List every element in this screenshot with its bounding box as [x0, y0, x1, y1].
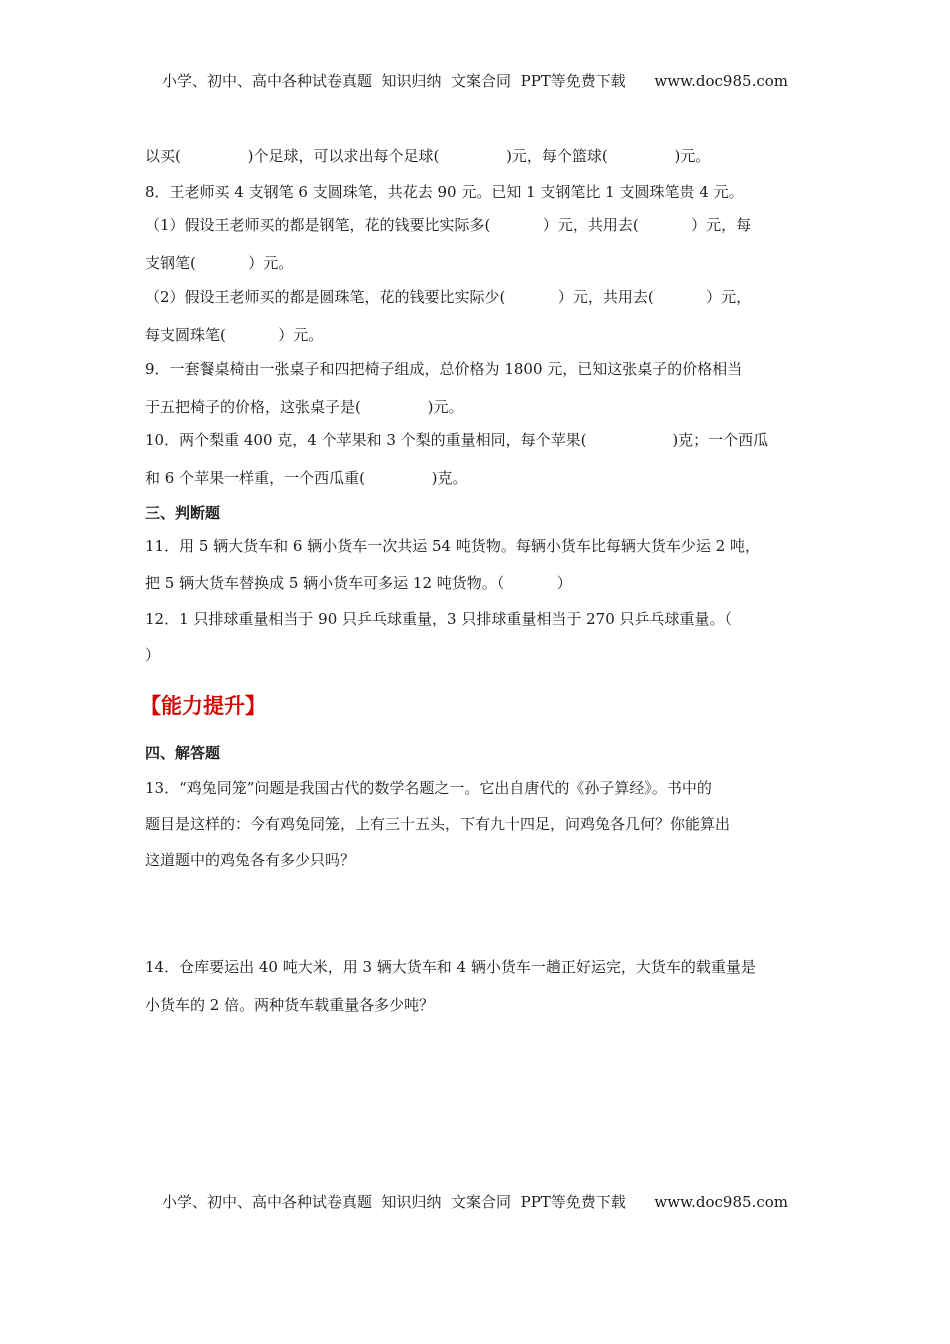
q8-stem: 8．王老师买 4 支钢笔 6 支圆珠笔，共花去 90 元。已知 1 支钢笔比 1 支圆珠笔贵 4 元。 [145, 183, 744, 201]
section-judgement-heading: 三、判断题 [145, 504, 221, 522]
q9-stem: 9．一套餐桌椅由一张桌子和四把椅子组成，总价格为 1800 元，已知这张桌子的价格相当 [145, 360, 743, 378]
q12-stem: 12．1 只排球重量相当于 90 只乒乓球重量，3 只排球重量相当于 270 只乒乓球重量。（ [145, 610, 733, 628]
q13-cont1: 题目是这样的：今有鸡兔同笼，上有三十五头，下有九十四足，问鸡兔各几何？你能算出 [145, 815, 731, 833]
q10-stem: 10．两个梨重 400 克，4 个苹果和 3 个梨的重量相同，每个苹果( )克；一个西瓜 [145, 431, 769, 449]
q11-cont: 把 5 辆大货车替换成 5 辆小货车可多运 12 吨货物。（ ） [145, 574, 572, 592]
section-answer-heading: 四、解答题 [145, 744, 221, 762]
q12-cont: ） [145, 646, 161, 664]
page-header: 小学、初中、高中各种试卷真题 知识归纳 文案合同 PPT等免费下载 www.doc985.com [161, 72, 788, 90]
q8-part1-cont: 支钢笔( ）元。 [145, 254, 294, 272]
q8-part1: （1）假设王老师买的都是钢笔，花的钱要比实际多( ）元，共用去( ）元，每 [145, 216, 752, 234]
page-footer: 小学、初中、高中各种试卷真题 知识归纳 文案合同 PPT等免费下载 www.doc985.com [161, 1193, 788, 1211]
q7-continuation: 以买( )个足球，可以求出每个足球( )元，每个篮球( )元。 [145, 147, 711, 165]
q8-part2-cont: 每支圆珠笔( ）元。 [145, 326, 324, 344]
q14-cont: 小货车的 2 倍。两种货车载重量各多少吨？ [145, 996, 435, 1014]
q10-cont: 和 6 个苹果一样重，一个西瓜重( )克。 [145, 469, 468, 487]
q11-stem: 11．用 5 辆大货车和 6 辆小货车一次共运 54 吨货物。每辆小货车比每辆大货车少运 2 吨， [145, 537, 760, 555]
q13-stem: 13．“鸡兔同笼”问题是我国古代的数学名题之一。它出自唐代的《孙子算经》。书中的 [145, 779, 712, 797]
q14-stem: 14．仓库要运出 40 吨大米，用 3 辆大货车和 4 辆小货车一趟正好运完，大货车的载重量是 [145, 958, 756, 976]
ability-banner: 【能力提升】 [140, 694, 266, 718]
q9-cont: 于五把椅子的价格，这张桌子是( )元。 [145, 398, 464, 416]
q13-cont2: 这道题中的鸡兔各有多少只吗？ [145, 851, 356, 869]
q8-part2: （2）假设王老师买的都是圆珠笔，花的钱要比实际少( ）元，共用去( ）元， [145, 288, 752, 306]
